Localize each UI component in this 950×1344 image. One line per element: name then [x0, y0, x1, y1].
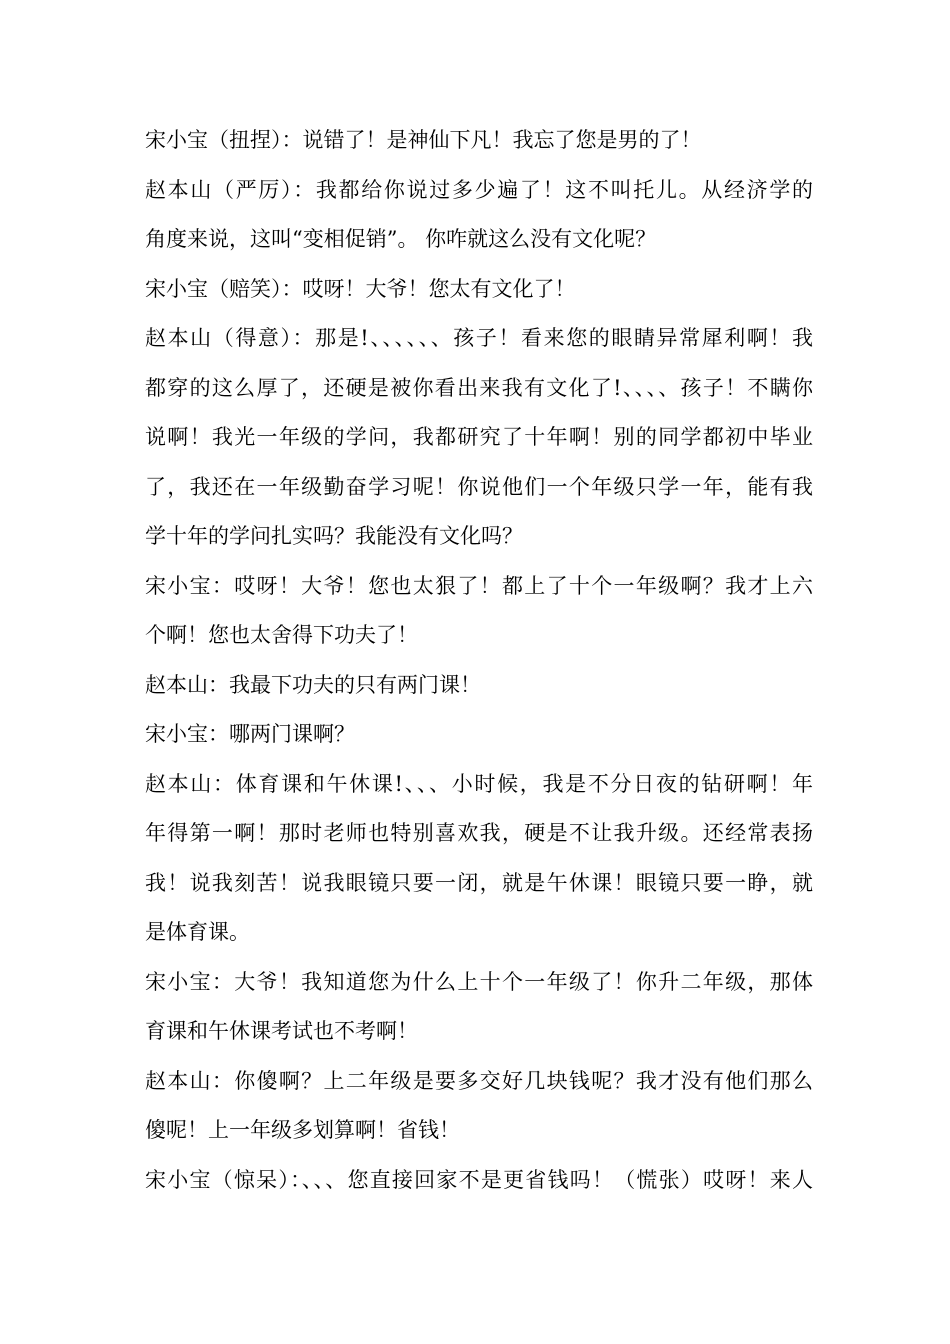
dialogue-line: 宋小宝：哪两门课啊？	[145, 722, 355, 746]
dialogue-line: 宋小宝（惊呆）：、、、您直接回家不是更省钱吗！（慌张）哎呀！来人	[145, 1167, 813, 1192]
dialogue-line: 赵本山：你傻啊？上二年级是要多交好几块钱呢？我才没有他们那么	[145, 1068, 813, 1093]
dialogue-line: 赵本山（得意）：那是!、、、、、、孩子！看来您的眼睛异常犀利啊！我	[145, 326, 813, 350]
dialogue-line: 宋小宝（赔笑）：哎呀！大爷！您太有文化了！	[145, 276, 576, 301]
dialogue-line: 育课和午休课考试也不考啊！	[145, 1019, 418, 1043]
dialogue-line: 年得第一啊！那时老师也特别喜欢我，硬是不让我升级。还经常表扬	[145, 821, 813, 845]
dialogue-text	[145, 116, 813, 1205]
dialogue-line: 宋小宝：哎呀！大爷！您也太狠了！都上了十个一年级啊？我才上六	[145, 573, 813, 598]
dialogue-line: 个啊！您也太舍得下功夫了！	[145, 623, 418, 647]
dialogue-line: 宋小宝（扭捏）：说错了！是神仙下凡！我忘了您是男的了！	[145, 128, 702, 152]
dialogue-line: 宋小宝：大爷！我知道您为什么上十个一年级了！你升二年级，那体	[145, 969, 813, 994]
dialogue-line: 角度来说，这叫“变相促销”。 你咋就这么没有文化呢？	[145, 227, 657, 251]
dialogue-line: 赵本山（严厉）：我都给你说过多少遍了！这不叫托儿。从经济学的	[145, 177, 813, 202]
dialogue-line: 傻呢！上一年级多划算啊！省钱！	[145, 1118, 460, 1142]
dialogue-line: 赵本山：我最下功夫的只有两门课！	[145, 672, 481, 697]
dialogue-line: 是体育课。	[145, 920, 250, 944]
dialogue-line: 我！说我刻苦！说我眼镜只要一闭，就是午休课！眼镜只要一睁，就	[145, 870, 813, 895]
dialogue-line: 说啊！我光一年级的学问，我都研究了十年啊！别的同学都初中毕业	[145, 425, 813, 449]
dialogue-line: 了，我还在一年级勤奋学习呢！你说他们一个年级只学一年，能有我	[145, 474, 813, 499]
dialogue-line: 赵本山：体育课和午休课!、、、小时候，我是不分日夜的钻研啊！年	[145, 771, 813, 796]
dialogue-line: 学十年的学问扎实吗？我能没有文化吗？	[145, 524, 523, 548]
dialogue-line: 都穿的这么厚了，还硬是被你看出来我有文化了!、、、、孩子！不瞒你	[145, 375, 813, 400]
